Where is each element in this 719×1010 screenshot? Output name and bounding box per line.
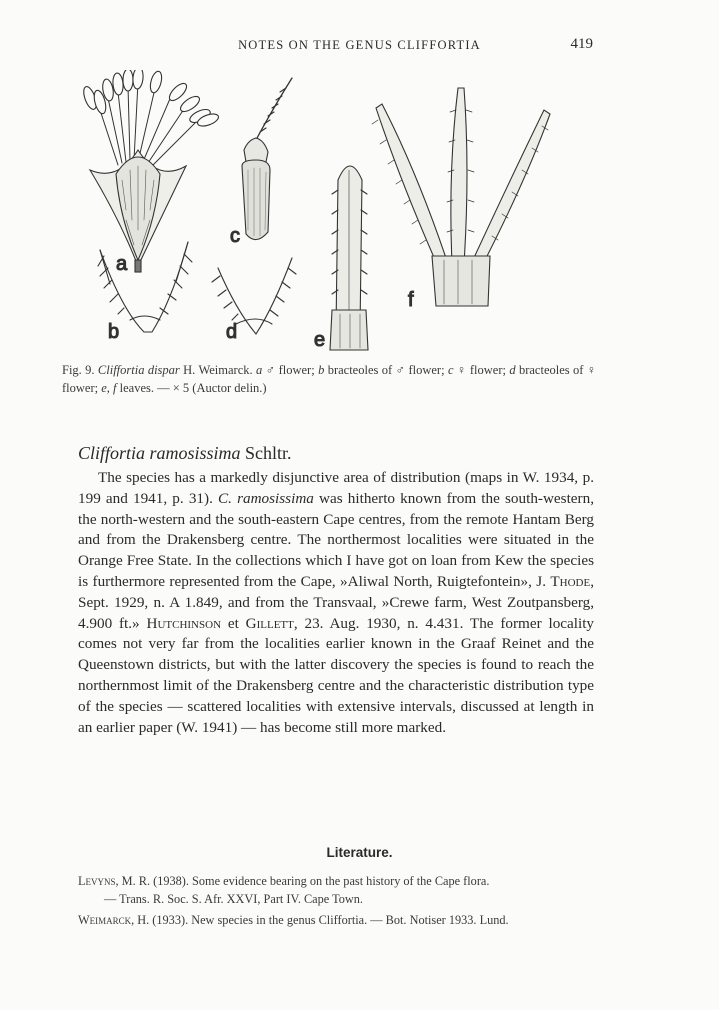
caption-key-c: c [447, 363, 454, 377]
figure-label-d: d [226, 321, 238, 343]
page-number: 419 [570, 36, 593, 52]
body-text-2: was hitherto known from the south-western, the north-western and the south-eastern Cape centres, from the remote Hantam Berg and from the Drakensberg centre. The northermost localities were situated in the Orange Free State. In the collections which I have got on loan from Kew the species is furthermore represented from the Cape, »Aliwal North, Ruigtefontein», J. [78, 489, 594, 590]
caption-text-a: ♂ flower; [265, 363, 315, 377]
figure-label-c: c [230, 225, 240, 247]
body-paragraph [78, 468, 594, 738]
caption-key-d: d [509, 363, 516, 377]
literature-author: Levyns [78, 874, 116, 888]
literature-list [78, 872, 598, 932]
female-bracteoles-drawing [212, 258, 296, 334]
literature-entry [78, 911, 598, 929]
section-author: Schltr. [245, 443, 292, 463]
caption-text-b: bracteoles of ♂ flower; [327, 363, 445, 377]
botanical-figure [60, 70, 620, 360]
literature-reference: , M. R. (1938). Some evidence bearing on the past history of the Cape flora. [115, 874, 490, 888]
caption-text-c: ♀ flower; [456, 363, 506, 377]
caption-species: Cliffortia dispar [97, 363, 180, 377]
literature-reference: , H. (1933). New species in the genus Cliffortia. — Bot. Notiser 1933. Lund. [131, 913, 509, 927]
collector-hutchinson: Hutchinson [146, 614, 222, 632]
figure-label-a: a [116, 253, 128, 275]
section-species-name: Cliffortia ramosissima [78, 443, 241, 463]
caption-author: H. Weimarck. [183, 363, 253, 377]
leaf-e-drawing [330, 166, 368, 350]
body-et: et [227, 614, 239, 632]
collector-thode: Thode [550, 572, 591, 590]
female-flower-drawing [242, 78, 292, 240]
figure-label-b: b [108, 321, 120, 343]
caption-fig-number: Fig. 9. [62, 363, 95, 377]
literature-reference-cont: — Trans. R. Soc. S. Afr. XXVI, Part IV. Cape Town. [104, 892, 363, 906]
caption-key-b: b [318, 363, 325, 377]
figure-label-f: f [408, 289, 414, 311]
leaf-f-drawing [372, 88, 550, 306]
caption-key-a: a [256, 363, 263, 377]
collector-gillett: Gillett [245, 614, 294, 632]
figure-label-e: e [314, 329, 326, 351]
caption-text-d: bracteoles of ♀ flower; [62, 363, 597, 395]
caption-key-ef: e, f [101, 381, 117, 395]
literature-author: Weimarck [78, 913, 132, 927]
section-heading [78, 443, 292, 464]
figure-caption [62, 361, 596, 397]
body-text-4: , 23. Aug. 1930, n. 4.431. The former locality comes not very far from the localities earlier known in the Graaf Reinet and the Queenstown districts, but with the latter discovery the species is found to reach the northernmost limit of the Drakensberg centre and the characteristic distribution type of the species — scattered localities with extensive intervals, discussed at length in an earlier paper (W. 1941) — has become still more marked. [78, 614, 595, 736]
running-title: NOTES ON THE GENUS CLIFFORTIA [238, 38, 481, 52]
male-flower-drawing [81, 70, 220, 272]
body-text-3: , Sept. 1929, n. A 1.849, and from the Transvaal, »Crewe farm, West Zoutpansberg, 4.900 ft.» [78, 572, 595, 632]
literature-heading: Literature. [326, 845, 393, 860]
figure-drawing [60, 70, 620, 360]
running-head [0, 36, 719, 56]
literature-entry [78, 872, 598, 908]
body-species-abbrev: C. ramosissima [218, 489, 314, 507]
body-sentence-1: The species has a markedly disjunctive area of distribution (maps in W. 1934, p. 199 and 1941, p. 31). [78, 469, 594, 507]
male-bracteoles-drawing [98, 242, 192, 332]
caption-text-ef: leaves. — × 5 (Auctor delin.) [119, 381, 267, 395]
